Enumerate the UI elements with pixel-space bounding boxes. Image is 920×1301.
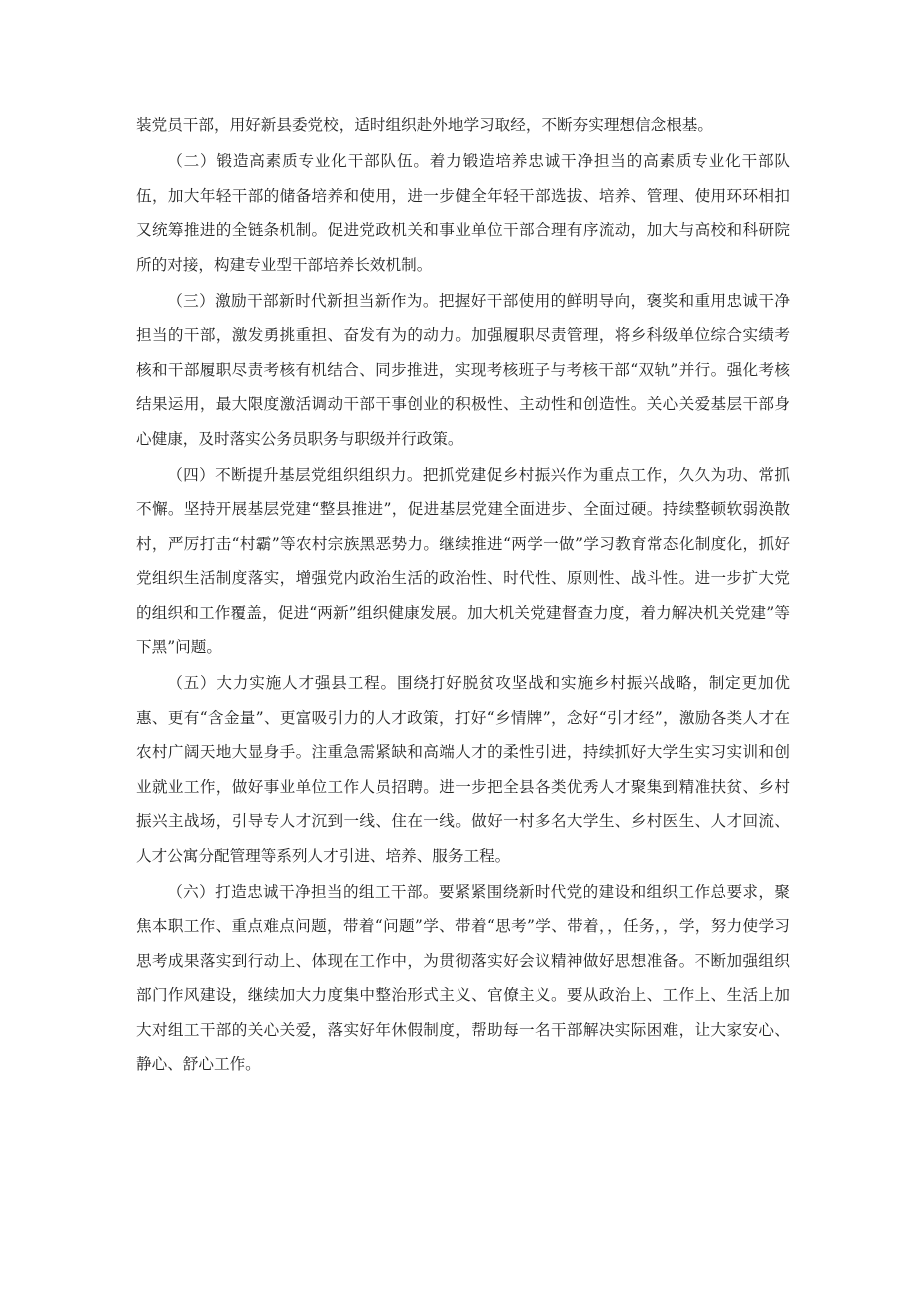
paragraph-organization-cadres: （六）打造忠诚干净担当的组工干部。要紧紧围绕新时代党的建设和组织工作总要求，聚焦本职工作、重点难点问题，带着“问题”学、带着“思考”学、带着，，任务，，学，努力使学习思考成果落实到行动上、体现在工作中，为贯彻落实好会议精神做好思想准备。不断加强组织部门作风建设，继续加大力度集中整治形式主义、官僚主义。要从政治上、工作上、生活上加大对组工干部的关心关爱，落实好年休假制度，帮助每一名干部解决实际困难，让大家安心、静心、舒心工作。 [136,882,790,1073]
paragraph-grassroots-party: （四）不断提升基层党组织组织力。把抓党建促乡村振兴作为重点工作，久久为功、常抓不懈。坚持开展基层党建“整县推进”，促进基层党建全面进步、全面过硬。持续整顿软弱涣散村，严厉打击“村霸”等农村宗族黑恶势力。继续推进“两学一做”学习教育常态化制度化，抓好党组织生活制度落实，增强党内政治生活的政治性、时代性、原则性、战斗性。进一步扩大党的组织和工作覆盖，促进“两新”组织健康发展。加大机关党建督查力度，着力解决机关党建”等下黑”问题。 [136,465,790,656]
paragraph-talent-project: （五）大力实施人才强县工程。围绕打好脱贫攻坚战和实施乡村振兴战略，制定更加优惠、更有“含金量”、更富吸引力的人才政策，打好“乡情牌”，念好“引才经”，激励各类人才在农村广阔天地大显身手。注重急需紧缺和高端人才的柔性引进，持续抓好大学生实习实训和创业就业工作，做好事业单位工作人员招聘。进一步把全县各类优秀人才聚集到精准扶贫、乡村振兴主战场，引导专人才沉到一线、住在一线。做好一村多名大学生、乡村医生、人才回流、人才公寓分配管理等系列人才引进、培养、服务工程。 [136,674,790,865]
paragraph-continuation: 装党员干部，用好新县委党校，适时组织赴外地学习取经，不断夯实理想信念根基。 [136,116,713,134]
document-page [136,108,790,1082]
paragraph-cadre-incentive: （三）激励干部新时代新担当新作为。把握好干部使用的鲜明导向，褒奖和重用忠诚干净担当的干部，激发勇挑重担、奋发有为的动力。加强履职尽责管理，将乡科级单位综合实绩考核和干部履职尽责考核有机结合、同步推进，实现考核班子与考核干部“双轨”并行。强化考核结果运用，最大限度激活调动干部干事创业的积极性、主动性和创造性。关心关爱基层干部身心健康，及时落实公务员职务与职级并行政策。 [136,291,790,448]
paragraph-cadre-team: （二）锻造高素质专业化干部队伍。着力锻造培养忠诚干净担当的高素质专业化干部队伍，加大年轻干部的储备培养和使用，进一步健全年轻干部选拔、培养、管理、使用环环相扣又统筹推进的全链条机制。促进党政机关和事业单位干部合理有序流动，加大与高校和科研院所的对接，构建专业型干部培养长效机制。 [136,152,790,274]
